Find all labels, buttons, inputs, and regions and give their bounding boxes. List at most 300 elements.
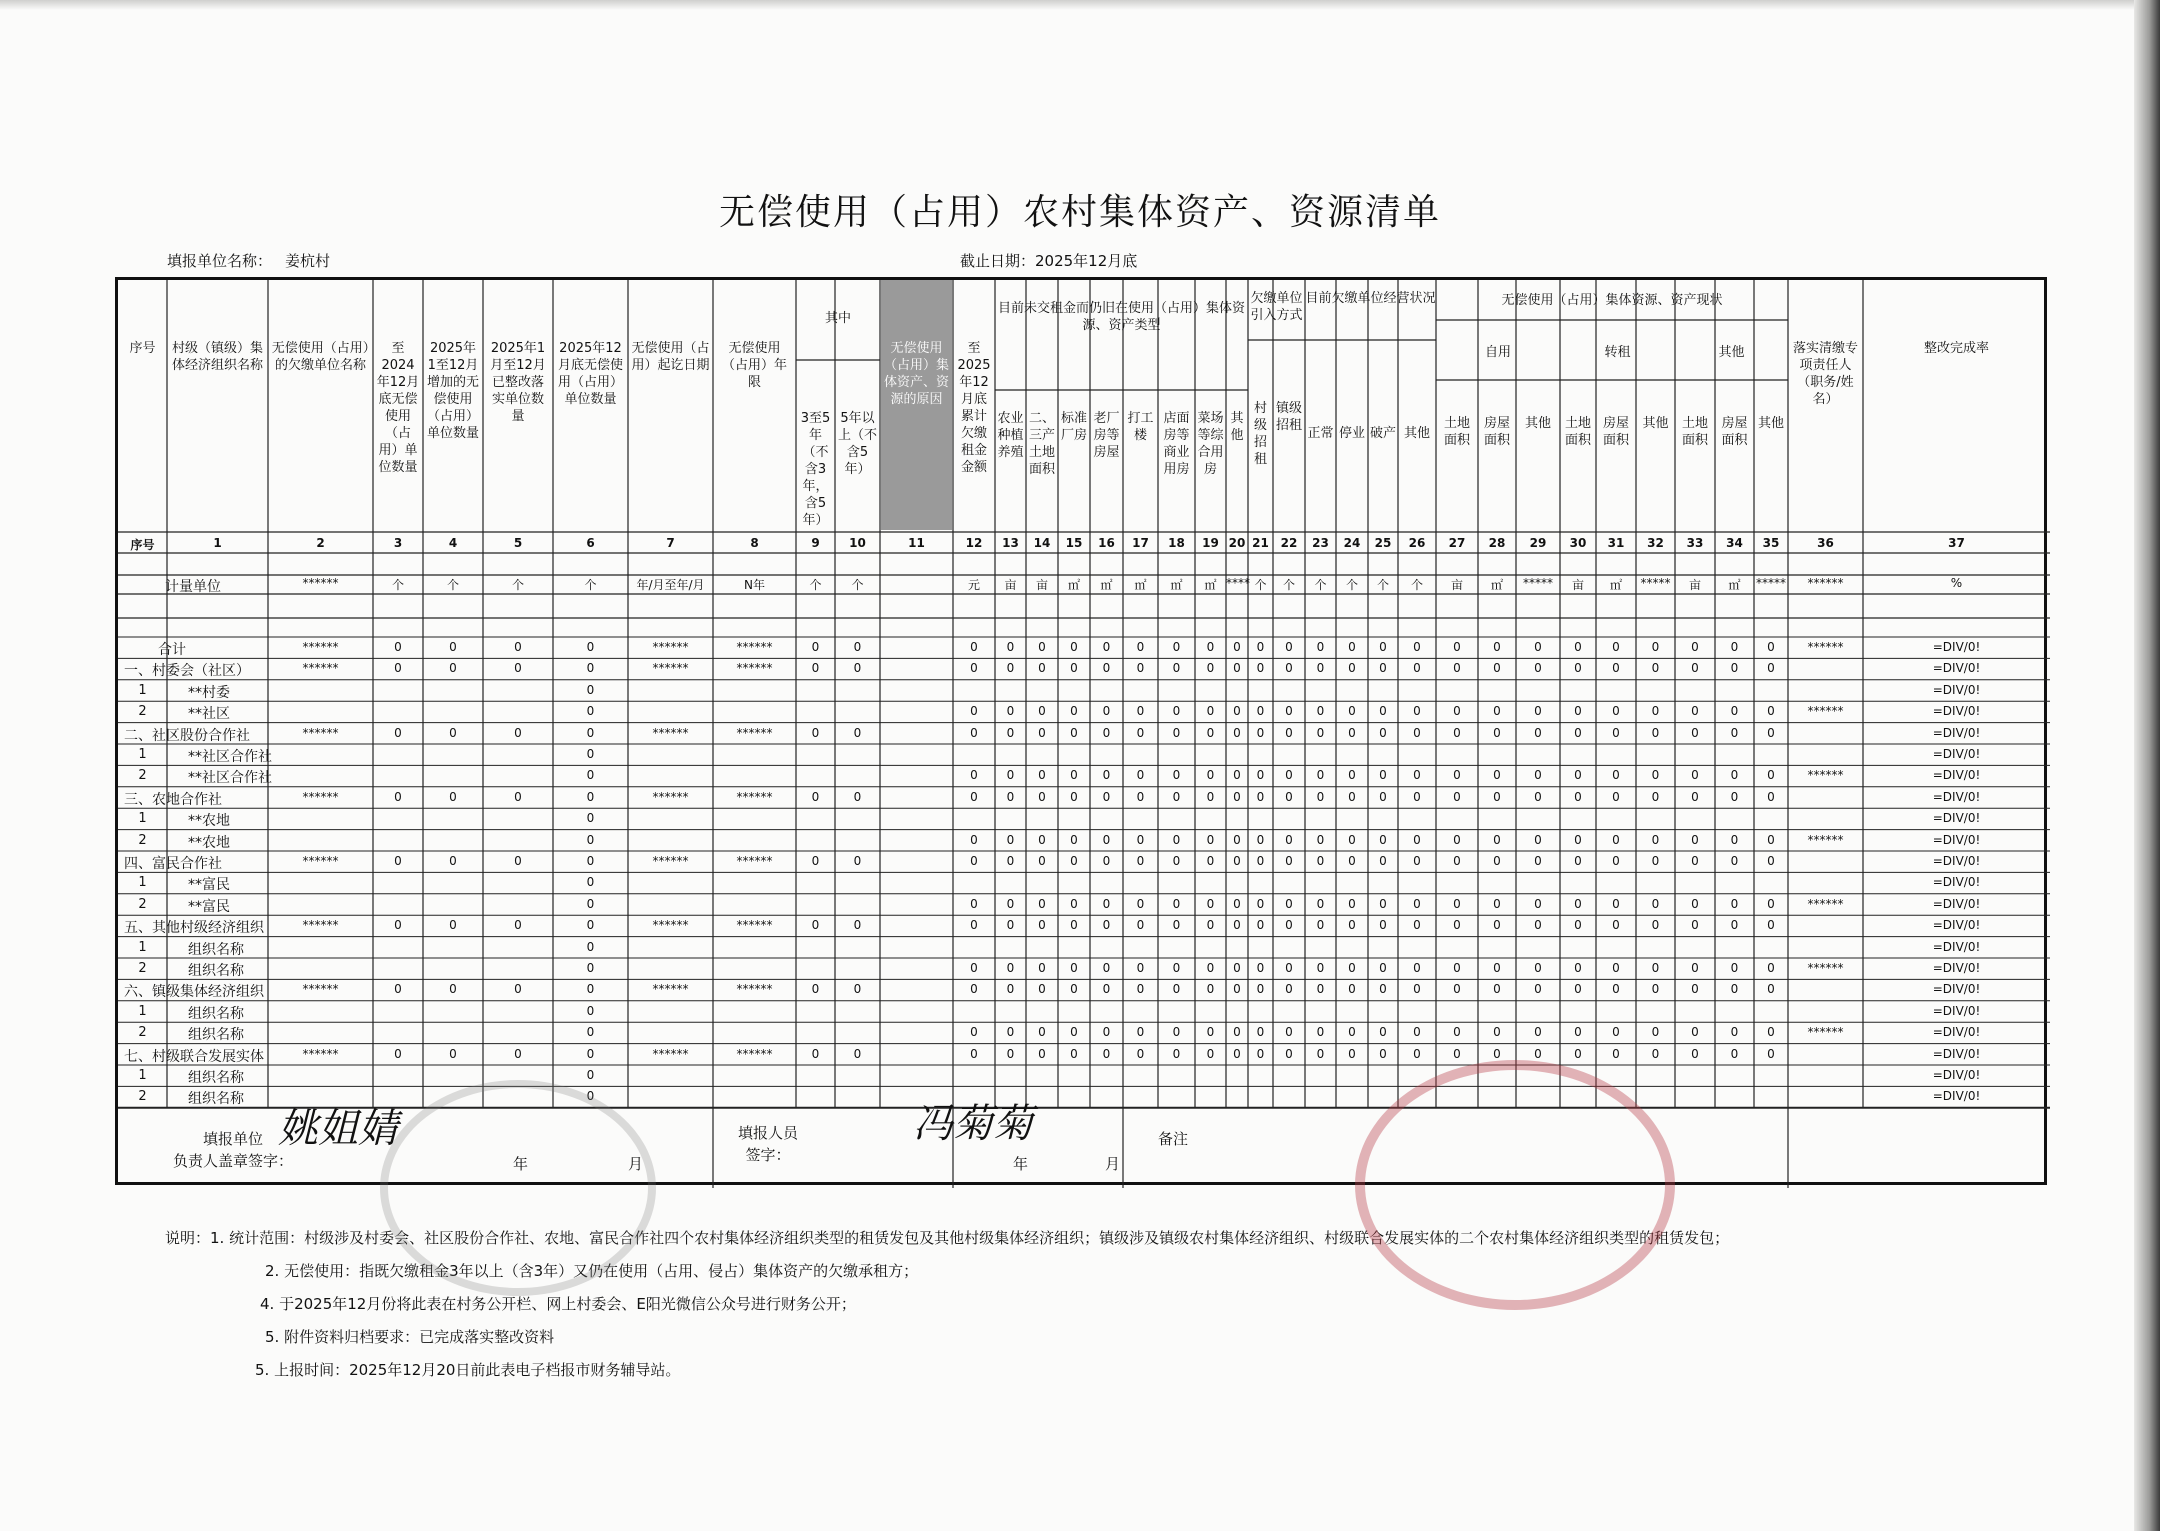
zero-cell: 0 <box>1534 640 1542 654</box>
zero-cell: 0 <box>1767 982 1775 997</box>
zero-cell: 0 <box>514 918 522 933</box>
row-name: 六、镇级集体经济组织 <box>124 984 264 1001</box>
zero-cell: 0 <box>1612 918 1620 933</box>
zero-cell: 0 <box>1233 918 1241 933</box>
zero-cell: 0 <box>1767 918 1775 933</box>
row-number: 1 <box>138 811 147 827</box>
zero-cell: 0 <box>1691 1046 1699 1061</box>
index-cell: 11 <box>908 536 925 550</box>
zero-cell: 0 <box>1612 789 1620 804</box>
zero-cell: 0 <box>586 961 595 975</box>
zero-cell: 0 <box>1256 832 1265 847</box>
zero-cell: 0 <box>1534 832 1542 847</box>
zero-cell: 0 <box>1534 789 1542 804</box>
zero-cell: 0 <box>1612 854 1620 868</box>
zero-cell: 0 <box>1493 1046 1501 1061</box>
index-cell: 33 <box>1686 536 1704 550</box>
zero-cell: 0 <box>1730 832 1739 847</box>
zero-cell: 0 <box>1767 768 1775 783</box>
zero-cell: 0 <box>1651 640 1660 654</box>
zero-cell: 0 <box>1136 854 1145 868</box>
zero-cell: 0 <box>1767 896 1775 911</box>
zero-cell: 0 <box>1612 1025 1620 1040</box>
zero-cell: 0 <box>1612 896 1620 911</box>
zero-cell: 0 <box>853 918 862 933</box>
zero-cell: 0 <box>1612 961 1620 975</box>
zero-cell: 0 <box>449 918 457 933</box>
zero-cell: 0 <box>1379 704 1387 719</box>
header-col-25: 破产 <box>1369 426 1396 441</box>
zero-cell: 0 <box>1070 918 1078 933</box>
zero-cell: 0 <box>1102 918 1111 933</box>
zero-cell: 0 <box>514 789 522 804</box>
index-cell: 35 <box>1762 536 1780 550</box>
unit-cell: ***** <box>1523 576 1553 590</box>
zero-cell: 0 <box>1453 982 1461 997</box>
zero-cell: 0 <box>970 661 978 676</box>
zero-cell: 0 <box>1070 725 1078 740</box>
zero-cell: 0 <box>970 725 978 740</box>
zero-cell: 0 <box>1038 1025 1046 1040</box>
index-cell: 31 <box>1607 536 1625 550</box>
header-col-misc: 其他 <box>1757 416 1784 431</box>
stars-cell: ****** <box>652 854 689 868</box>
zero-cell: 0 <box>1612 725 1620 740</box>
zero-cell: 0 <box>1413 661 1421 676</box>
row-name: 三、农地合作社 <box>124 791 222 808</box>
zero-cell: 0 <box>1413 832 1421 847</box>
zero-cell: 0 <box>1316 982 1325 997</box>
completion-rate: =DIV/0! <box>1932 811 1981 826</box>
zero-cell: 0 <box>1233 961 1241 975</box>
zero-cell: 0 <box>1730 725 1739 740</box>
header-col-house: 房屋面积 <box>1602 416 1629 448</box>
zero-cell: 0 <box>1651 789 1660 804</box>
zero-cell: 0 <box>1172 640 1181 654</box>
header-col-seq: 序号 <box>129 341 156 356</box>
zero-cell: 0 <box>1730 640 1739 654</box>
zero-cell: 0 <box>1316 768 1325 783</box>
zero-cell: 0 <box>1574 1046 1582 1061</box>
index-cell: 5 <box>513 536 523 550</box>
note-1: 说明：1. 统计范围：村级涉及村委会、社区股份合作社、农地、富民合作社四个农村集体经济组织类型的租赁发包及其他村级集体经济组织；镇级涉及镇级农村集体经济组织、村级联合发展实体的二个农村集体经济组织类型的租赁发包； <box>165 1229 1730 1247</box>
zero-cell: 0 <box>394 661 402 676</box>
header-col-17: 打工楼 <box>1127 411 1154 443</box>
zero-cell: 0 <box>1574 1025 1582 1040</box>
row-number: 2 <box>138 768 147 784</box>
zero-cell: 0 <box>1285 854 1293 868</box>
zero-cell: 0 <box>1348 704 1356 719</box>
header-col-13: 农业种植养殖 <box>997 411 1024 460</box>
zero-cell: 0 <box>1206 982 1215 997</box>
zero-cell: 0 <box>1574 896 1582 911</box>
zero-cell: 0 <box>1070 832 1078 847</box>
zero-cell: 0 <box>1136 918 1145 933</box>
zero-cell: 0 <box>1233 832 1241 847</box>
zero-cell: 0 <box>514 854 522 868</box>
stars-cell: ****** <box>736 640 773 654</box>
zero-cell: 0 <box>1256 640 1265 654</box>
zero-cell: 0 <box>1070 789 1078 804</box>
signature-2: 冯菊菊 <box>913 1100 1033 1147</box>
zero-cell: 0 <box>853 789 862 804</box>
stars-cell: ****** <box>652 1046 689 1061</box>
zero-cell: 0 <box>394 789 402 804</box>
unit-name-stars: ****** <box>302 640 339 654</box>
unit-cell: ㎡ <box>1170 578 1183 592</box>
zero-cell: 0 <box>586 918 595 933</box>
row-name: **农地 <box>188 813 230 830</box>
zero-cell: 0 <box>1038 832 1046 847</box>
zero-cell: 0 <box>514 640 522 654</box>
zero-cell: 0 <box>1206 1025 1215 1040</box>
zero-cell: 0 <box>1534 1046 1542 1061</box>
zero-cell: 0 <box>1206 961 1215 975</box>
zero-cell: 0 <box>1172 704 1181 719</box>
zero-cell: 0 <box>1348 854 1356 868</box>
note-5: 5. 上报时间：2025年12月20日前此表电子档报市财务辅导站。 <box>255 1361 681 1379</box>
zero-cell: 0 <box>586 982 595 997</box>
row-number: 1 <box>138 875 147 891</box>
note-3: 4. 于2025年12月份将此表在村务公开栏、网上村委会、E阳光微信公众号进行财务公开； <box>260 1295 856 1313</box>
stars-cell: ****** <box>652 982 689 997</box>
zero-cell: 0 <box>1453 1046 1461 1061</box>
index-cell: 序号 <box>130 538 155 552</box>
zero-cell: 0 <box>1493 704 1501 719</box>
zero-cell: 0 <box>1070 1025 1078 1040</box>
completion-rate: =DIV/0! <box>1932 918 1981 933</box>
zero-cell: 0 <box>1453 789 1461 804</box>
unit-cell: 个 <box>446 578 459 592</box>
zero-cell: 0 <box>586 1046 595 1061</box>
zero-cell: 0 <box>1256 768 1265 783</box>
index-cell: 3 <box>393 536 403 550</box>
completion-rate: =DIV/0! <box>1932 747 1981 761</box>
unit-name-stars: ****** <box>302 854 339 868</box>
zero-cell: 0 <box>1285 661 1293 676</box>
header-col-19: 菜场等综合用房 <box>1197 411 1224 477</box>
zero-cell: 0 <box>1574 661 1582 676</box>
zero-cell: 0 <box>1256 1025 1265 1040</box>
unit-cell: 亩 <box>1004 578 1017 592</box>
zero-cell: 0 <box>1256 1046 1265 1061</box>
zero-cell: 0 <box>1206 832 1215 847</box>
stars-cell: ****** <box>1807 704 1844 719</box>
stars-cell: ****** <box>1807 768 1844 783</box>
zero-cell: 0 <box>394 1046 402 1061</box>
zero-cell: 0 <box>1691 768 1699 783</box>
zero-cell: 0 <box>514 1046 522 1061</box>
zero-cell: 0 <box>1256 896 1265 911</box>
zero-cell: 0 <box>1285 704 1293 719</box>
completion-rate: =DIV/0! <box>1932 682 1981 697</box>
red-seal-stamp <box>1355 1060 1675 1310</box>
header-group-23-26: 目前欠缴单位经营状况 <box>1305 291 1436 306</box>
zero-cell: 0 <box>1534 982 1542 997</box>
index-cell: 6 <box>586 536 595 550</box>
zero-cell: 0 <box>449 640 457 654</box>
zero-cell: 0 <box>1379 982 1387 997</box>
zero-cell: 0 <box>1233 704 1241 719</box>
row-number: 1 <box>138 682 147 698</box>
completion-rate: =DIV/0! <box>1932 704 1981 719</box>
zero-cell: 0 <box>1233 640 1241 654</box>
zero-cell: 0 <box>1233 1046 1241 1061</box>
zero-cell: 0 <box>811 982 820 997</box>
zero-cell: 0 <box>586 640 595 654</box>
zero-cell: 0 <box>853 640 862 654</box>
unit-cell: **** <box>1226 576 1250 590</box>
zero-cell: 0 <box>853 1046 862 1061</box>
zero-cell: 0 <box>1256 918 1265 933</box>
zero-cell: 0 <box>1379 1046 1387 1061</box>
index-cell: 10 <box>849 536 866 550</box>
zero-cell: 0 <box>394 640 402 654</box>
index-cell: 26 <box>1408 536 1426 550</box>
zero-cell: 0 <box>1730 854 1739 868</box>
index-cell: 7 <box>666 536 675 550</box>
zero-cell: 0 <box>1038 854 1046 868</box>
zero-cell: 0 <box>1651 832 1660 847</box>
zero-cell: 0 <box>1348 918 1356 933</box>
zero-cell: 0 <box>1413 725 1421 740</box>
header-sub-sublet: 转租 <box>1604 345 1631 360</box>
zero-cell: 0 <box>1379 832 1387 847</box>
zero-cell: 0 <box>586 661 595 676</box>
faint-seal-stamp <box>380 1080 656 1296</box>
zero-cell: 0 <box>1651 982 1660 997</box>
zero-cell: 0 <box>1730 768 1739 783</box>
row-number: 2 <box>138 961 147 976</box>
zero-cell: 0 <box>1006 725 1015 740</box>
zero-cell: 0 <box>1206 704 1215 719</box>
unit-cell: 个 <box>1376 578 1389 592</box>
zero-cell: 0 <box>1691 961 1699 975</box>
unit-cell: 年/月至年/月 <box>636 578 705 592</box>
zero-cell: 0 <box>1534 918 1542 933</box>
zero-cell: 0 <box>1413 854 1421 868</box>
zero-cell: 0 <box>1316 789 1325 804</box>
zero-cell: 0 <box>853 982 862 997</box>
zero-cell: 0 <box>1006 768 1015 783</box>
header-col-4: 2025年1至12月增加的无偿使用（占用）单位数量 <box>426 341 479 441</box>
stars-cell: ****** <box>736 1046 773 1061</box>
zero-cell: 0 <box>586 1089 595 1104</box>
stars-cell: ****** <box>652 918 689 933</box>
header-col-land: 土地面积 <box>1681 416 1708 448</box>
zero-cell: 0 <box>1206 918 1215 933</box>
zero-cell: 0 <box>1534 725 1542 740</box>
zero-cell: 0 <box>586 725 595 740</box>
zero-cell: 0 <box>1256 961 1265 975</box>
header-col-land: 土地面积 <box>1564 416 1591 448</box>
zero-cell: 0 <box>970 1025 978 1040</box>
unit-cell: 个 <box>1410 578 1423 592</box>
header-col-15: 标准厂房 <box>1060 411 1087 443</box>
zero-cell: 0 <box>586 682 595 697</box>
zero-cell: 0 <box>1285 1025 1293 1040</box>
row-number: 2 <box>138 832 147 848</box>
zero-cell: 0 <box>1379 1025 1387 1040</box>
zero-cell: 0 <box>1574 961 1582 975</box>
stars-cell: ****** <box>652 661 689 676</box>
stars-cell: ****** <box>736 854 773 868</box>
zero-cell: 0 <box>1285 896 1293 911</box>
unit-cell: 亩 <box>1035 578 1048 592</box>
zero-cell: 0 <box>1256 789 1265 804</box>
header-col-9: 3至5年（不含3年，含5年） <box>800 411 831 528</box>
row-number: 2 <box>138 1089 147 1105</box>
zero-cell: 0 <box>1612 1046 1620 1061</box>
index-cell: 8 <box>750 536 759 550</box>
row-name: **农地 <box>188 834 230 851</box>
zero-cell: 0 <box>970 768 978 783</box>
zero-cell: 0 <box>1172 661 1181 676</box>
unit-cell: ***** <box>1640 576 1671 590</box>
zero-cell: 0 <box>586 1068 595 1082</box>
zero-cell: 0 <box>1256 725 1265 740</box>
zero-cell: 0 <box>1233 789 1241 804</box>
completion-rate: =DIV/0! <box>1932 1089 1981 1104</box>
zero-cell: 0 <box>1493 725 1501 740</box>
index-cell: 18 <box>1168 536 1185 550</box>
zero-cell: 0 <box>1574 832 1582 847</box>
month-label-2: 月 <box>1105 1154 1121 1173</box>
zero-cell: 0 <box>1285 832 1293 847</box>
zero-cell: 0 <box>853 854 862 868</box>
zero-cell: 0 <box>1574 918 1582 933</box>
zero-cell: 0 <box>1285 768 1293 783</box>
zero-cell: 0 <box>586 704 595 719</box>
index-cell: 28 <box>1488 536 1506 550</box>
zero-cell: 0 <box>1102 789 1111 804</box>
zero-cell: 0 <box>1102 1025 1111 1040</box>
row-name: 组织名称 <box>188 941 244 958</box>
zero-cell: 0 <box>1453 640 1461 654</box>
zero-cell: 0 <box>1612 704 1620 719</box>
zero-cell: 0 <box>1348 832 1356 847</box>
unit-cell: 个 <box>511 578 524 592</box>
zero-cell: 0 <box>1612 661 1620 676</box>
unit-cell: 个 <box>851 578 864 592</box>
completion-rate: =DIV/0! <box>1932 768 1981 783</box>
zero-cell: 0 <box>1316 961 1325 975</box>
header-col-23: 正常 <box>1307 426 1334 441</box>
zero-cell: 0 <box>1285 789 1293 804</box>
zero-cell: 0 <box>1574 704 1582 719</box>
index-cell: 12 <box>965 536 983 550</box>
header-col-7: 无偿使用（占用）起讫日期 <box>631 341 710 373</box>
zero-cell: 0 <box>1136 661 1145 676</box>
zero-cell: 0 <box>1136 768 1145 783</box>
zero-cell: 0 <box>449 725 457 740</box>
zero-cell: 0 <box>1730 789 1739 804</box>
zero-cell: 0 <box>1006 918 1015 933</box>
zero-cell: 0 <box>1006 832 1015 847</box>
zero-cell: 0 <box>1006 704 1015 719</box>
zero-cell: 0 <box>1651 1025 1660 1040</box>
unit-row-label: 计量单位 <box>165 579 221 595</box>
unit-cell: 个 <box>584 578 597 592</box>
zero-cell: 0 <box>1070 854 1078 868</box>
zero-cell: 0 <box>1453 854 1461 868</box>
unit-cell: % <box>1950 576 1963 590</box>
zero-cell: 0 <box>1316 1046 1325 1061</box>
unit-cell: 个 <box>1254 578 1267 592</box>
zero-cell: 0 <box>1070 1046 1078 1061</box>
zero-cell: 0 <box>1574 854 1582 868</box>
zero-cell: 0 <box>1102 725 1111 740</box>
zero-cell: 0 <box>1006 854 1015 868</box>
zero-cell: 0 <box>1379 640 1387 654</box>
stars-cell: ****** <box>652 640 689 654</box>
zero-cell: 0 <box>1070 982 1078 997</box>
note-2: 2. 无偿使用：指既欠缴租金3年以上（含3年）又仍在使用（占用、侵占）集体资产的欠缴承租方； <box>265 1262 919 1280</box>
unit-cell: N年 <box>744 578 765 592</box>
zero-cell: 0 <box>586 747 595 761</box>
zero-cell: 0 <box>1316 918 1325 933</box>
stars-cell: ****** <box>1807 640 1844 654</box>
zero-cell: 0 <box>586 939 595 954</box>
completion-rate: =DIV/0! <box>1932 1003 1981 1018</box>
zero-cell: 0 <box>1070 704 1078 719</box>
zero-cell: 0 <box>1379 896 1387 911</box>
index-cell: 32 <box>1647 536 1664 550</box>
zero-cell: 0 <box>970 982 978 997</box>
zero-cell: 0 <box>1413 640 1421 654</box>
page-title: 无偿使用（占用）农村集体资产、资源清单 <box>718 192 1441 233</box>
zero-cell: 0 <box>970 789 978 804</box>
zero-cell: 0 <box>1070 961 1078 975</box>
zero-cell: 0 <box>1493 918 1501 933</box>
index-cell: 17 <box>1132 536 1149 550</box>
zero-cell: 0 <box>1038 768 1046 783</box>
row-number: 2 <box>138 1025 147 1041</box>
zero-cell: 0 <box>1102 961 1111 975</box>
zero-cell: 0 <box>1767 1046 1775 1061</box>
zero-cell: 0 <box>1102 854 1111 868</box>
zero-cell: 0 <box>811 640 820 654</box>
zero-cell: 0 <box>1070 896 1078 911</box>
zero-cell: 0 <box>1534 854 1542 868</box>
row-name: 合计 <box>158 642 186 658</box>
header-group-27-35: 无偿使用（占用）集体资源、资产现状 <box>1501 293 1723 308</box>
zero-cell: 0 <box>1316 704 1325 719</box>
unit-cell: ㎡ <box>1134 578 1147 592</box>
stars-cell: ****** <box>736 789 773 804</box>
zero-cell: 0 <box>970 918 978 933</box>
zero-cell: 0 <box>586 811 595 826</box>
zero-cell: 0 <box>1453 961 1461 975</box>
unit-cell: 个 <box>1345 578 1358 592</box>
stars-cell: ****** <box>736 661 773 676</box>
zero-cell: 0 <box>1413 1046 1421 1061</box>
unit-name-stars: ****** <box>302 918 339 933</box>
row-name: 组织名称 <box>188 1091 244 1108</box>
zero-cell: 0 <box>1172 961 1181 975</box>
row-name: 四、富民合作社 <box>124 856 222 872</box>
zero-cell: 0 <box>1691 854 1699 868</box>
zero-cell: 0 <box>1038 1046 1046 1061</box>
zero-cell: 0 <box>1413 961 1421 975</box>
row-name: **社区合作社 <box>188 749 272 765</box>
index-cell: 13 <box>1002 536 1019 550</box>
zero-cell: 0 <box>1651 961 1660 975</box>
zero-cell: 0 <box>1136 1046 1145 1061</box>
zero-cell: 0 <box>1651 896 1660 911</box>
zero-cell: 0 <box>1691 661 1699 676</box>
zero-cell: 0 <box>1651 854 1660 868</box>
